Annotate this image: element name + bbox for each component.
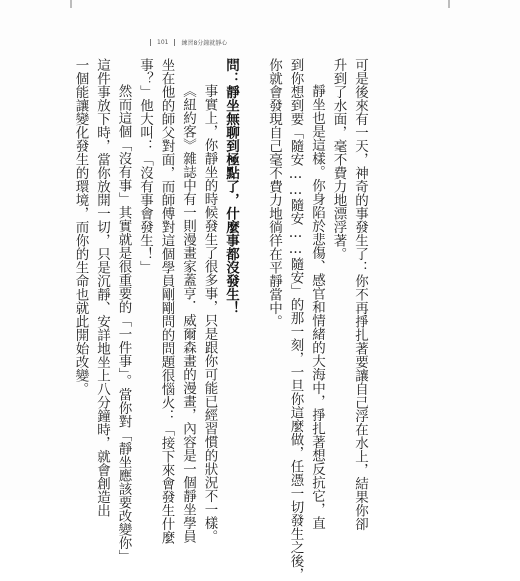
page-number: 101 <box>157 39 169 46</box>
question-heading: 問：靜坐無聊到極點了，什麼事都沒發生！ <box>223 58 239 315</box>
text-column: 事？」他大叫：「沒有事會發生！」 <box>137 58 153 274</box>
crop-mark-left <box>70 0 72 8</box>
text-column: 靜坐也是這樣。你身陷於悲傷、感官和情緒的大海中，掙扎著想反抗它，直 <box>309 84 325 530</box>
text-column: 這件事放下時，當你放開一切，只是沉靜、安詳地坐上八分鐘時，就會創造出 <box>94 58 110 517</box>
body-text <box>69 58 370 581</box>
running-header <box>150 38 227 47</box>
text-column: 坐在他的師父對面，而師傅對這個學員剛剛問的問題很惱火：「接下來會發生什麼 <box>158 58 175 544</box>
text-column: 《紐約客》雜誌中有一則漫畫家蓋亨．威爾森畫的漫畫，內容是一個靜坐學員 <box>180 84 196 543</box>
text-column: 到你想到要「隨安……隨安……隨安」的那一刻，一旦你這麼做，任憑一切發生之後， <box>287 58 304 581</box>
crop-mark-right <box>448 0 450 8</box>
text-column: 事實上，你靜坐的時候發生了很多事，只是跟你可能已經習慣的狀況不一樣。 <box>201 84 218 543</box>
text-column: 可是後來有一天，神奇的事發生了：你不再掙扎著要讓自己浮在水上，結果你卻 <box>352 58 368 531</box>
header-rule-right <box>174 39 175 46</box>
text-column: 你就會發現自己毫不費力地徜徉在平靜當中。 <box>266 58 282 328</box>
header-rule-left <box>150 39 151 46</box>
text-column: 一個能讓變化發生的環境，而你的生命也就此開始改變。 <box>72 58 89 396</box>
column-gap <box>241 58 263 581</box>
text-column: 然而這個「沒有事」其實就是很重要的「一件事」。當你對「靜坐應該要改變你」 <box>115 84 132 564</box>
text-column: 升到了水面，毫不費力地漂浮著。 <box>330 58 347 261</box>
book-title: 練習8分鐘就靜心 <box>181 40 228 47</box>
